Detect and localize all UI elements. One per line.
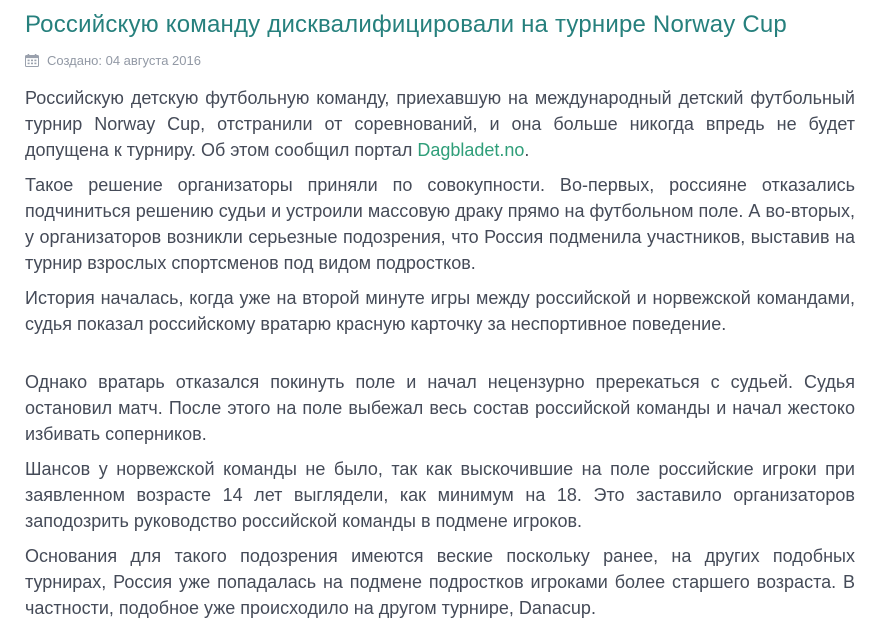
paragraph-1 [25,85,855,163]
paragraph-2: Такое решение организаторы приняли по совокупности. Во-первых, россияне отказались подчиниться решению судьи и устроили массовую драку прямо на футбольном поле. А во-вторых, у организаторов возникли серьезные подозрения, что Россия подменила участников, выставив на турнир взрослых спортсменов под видом подростков. [25,175,855,273]
calendar-icon [25,54,39,67]
paragraph-3: История началась, когда уже на второй минуте игры между российской и норвежской командами, судья показал российскому вратарю красную карточку за неспортивное поведение. [25,288,855,334]
paragraph-5: Шансов у норвежской команды не было, так как выскочившие на поле российские игроки при заявленном возрасте 14 лет выглядели, как минимум на 18. Это заставило организаторов заподозрить руководство российской команды в подмене игроков. [25,459,855,531]
paragraph-1-text-after: . [524,140,530,160]
article-title: Российскую команду дисквалифицировали на турнире Norway Cup [25,11,787,38]
paragraph-6: Основания для такого подозрения имеются веские поскольку ранее, на других подобных турнирах, Россия уже попадалась на подмене подростков игроками более старшего возраста. В частности, подобное уже происходило на другом турнире, Danacup. [25,546,855,618]
dagbladet-link[interactable]: Dagbladet.no [417,140,525,160]
paragraph-1-text: Российскую детскую футбольную команду, приехавшую на международный детский футбольный турнир Norway Cup, отстранили от соревнований, и она больше никогда впредь не будет допущена к турниру. Об этом сообщил портал [25,88,855,160]
article-meta [25,53,855,68]
created-date: Создано: 04 августа 2016 [47,53,201,68]
paragraph-4: Однако вратарь отказался покинуть поле и начал нецензурно пререкаться с судьей. Судья остановил матч. После этого на поле выбежал весь состав российской команды и начал жестоко избивать соперников. [25,372,855,444]
article-body [25,85,855,621]
